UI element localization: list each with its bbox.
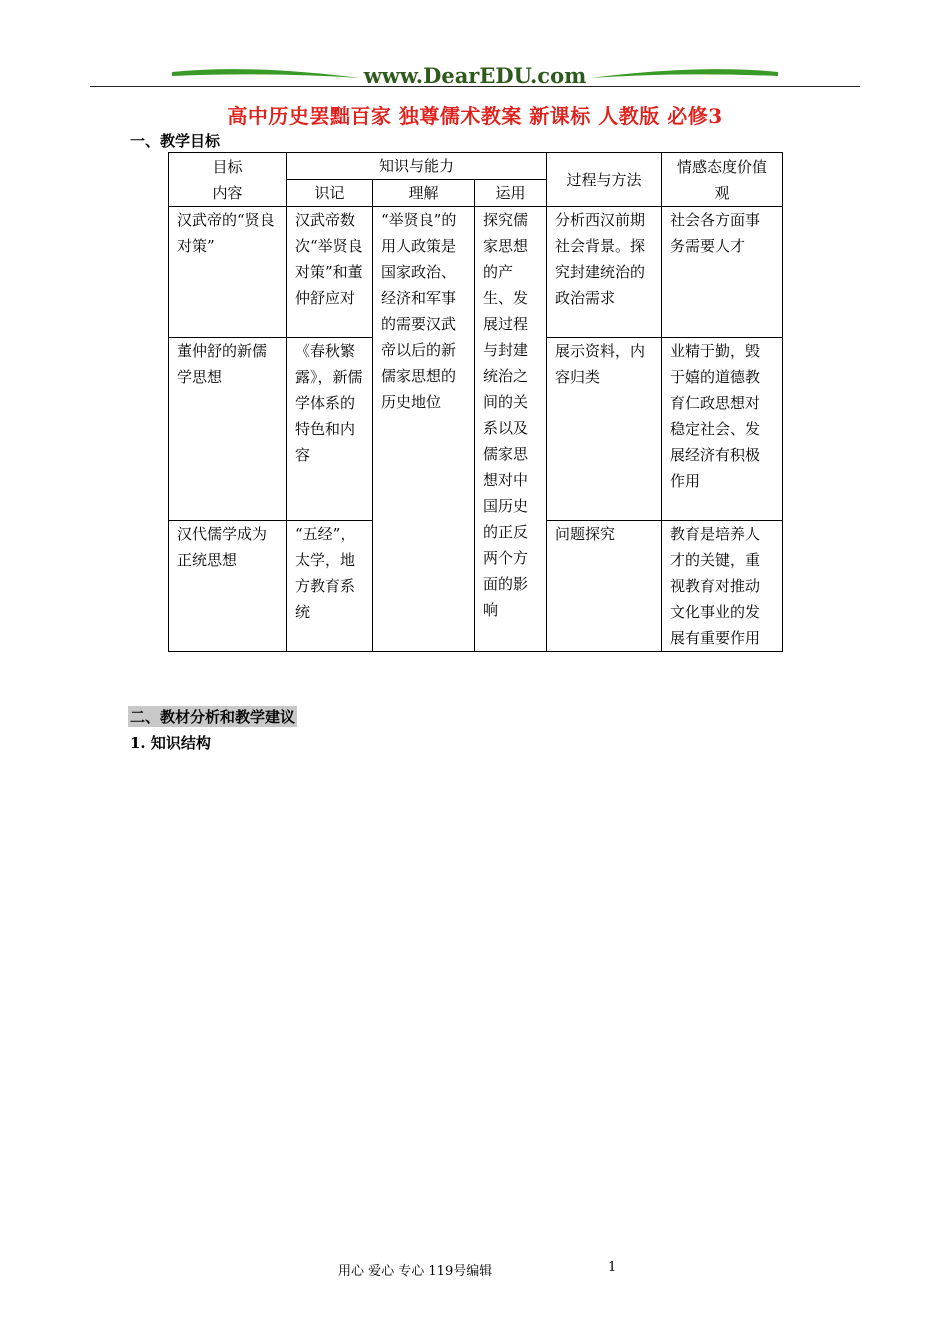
section-2-heading: 二、教材分析和教学建议 bbox=[130, 708, 296, 726]
section-1-heading: 一、教学目标 bbox=[130, 132, 221, 150]
row3-values: 教育是培养人才的关键，重视教育对推动文化事业的发展有重要作用 bbox=[662, 521, 783, 652]
row1-process: 分析西汉前期社会背景。探究封建统治的政治需求 bbox=[547, 207, 662, 338]
footer-text: 用心 爱心 专心 119号编辑 bbox=[338, 1264, 493, 1279]
teaching-goals-table bbox=[168, 152, 783, 652]
subsection-knowledge-structure: 1. 知识结构 bbox=[130, 734, 211, 752]
corner-top-label: 目标 bbox=[212, 157, 243, 176]
row2-values: 业精于勤，毁于嬉的道德教育仁政思想对稳定社会、发展经济有积极作用 bbox=[662, 338, 783, 521]
apply-merged-cell: 探究儒家思想的产生、发展过程与封建统治之间的关系以及儒家思想对中国历史的正反两个方面的影响 bbox=[475, 207, 547, 652]
header-process-method: 过程与方法 bbox=[547, 153, 662, 207]
logo-left-swoosh bbox=[172, 69, 360, 78]
logo-text: www.DearEDU.com bbox=[363, 63, 587, 88]
header-understand: 理解 bbox=[373, 180, 475, 207]
logo-right-swoosh bbox=[590, 69, 778, 78]
document-title: 高中历史罢黜百家 独尊儒术教案 新课标 人教版 必修3 bbox=[227, 104, 723, 128]
row2-recall: 《春秋繁露》，新儒学体系的特色和内容 bbox=[287, 338, 373, 521]
header-knowledge-ability: 知识与能力 bbox=[287, 153, 547, 180]
header-values: 情感态度价值观 bbox=[662, 153, 783, 207]
header-rule bbox=[90, 86, 860, 87]
row2-process: 展示资料，内容归类 bbox=[547, 338, 662, 521]
understand-merged-cell: “举贤良”的用人政策是国家政治、经济和军事的需要汉武帝以后的新儒家思想的历史地位 bbox=[373, 207, 475, 652]
page-number: 1 bbox=[608, 1260, 617, 1275]
header-recall: 识记 bbox=[287, 180, 373, 207]
row3-process: 问题探究 bbox=[547, 521, 662, 652]
header-corner-cell bbox=[169, 153, 287, 207]
corner-bottom-label: 内容 bbox=[212, 183, 243, 202]
row3-recall: “五经”，太学，地方教育系统 bbox=[287, 521, 373, 652]
header-apply: 运用 bbox=[475, 180, 547, 207]
row2-content: 董仲舒的新儒学思想 bbox=[169, 338, 287, 521]
row1-values: 社会各方面事务需要人才 bbox=[662, 207, 783, 338]
row1-content: 汉武帝的“贤良对策” bbox=[169, 207, 287, 338]
row3-content: 汉代儒学成为正统思想 bbox=[169, 521, 287, 652]
row1-recall: 汉武帝数次“举贤良对策”和董仲舒应对 bbox=[287, 207, 373, 338]
